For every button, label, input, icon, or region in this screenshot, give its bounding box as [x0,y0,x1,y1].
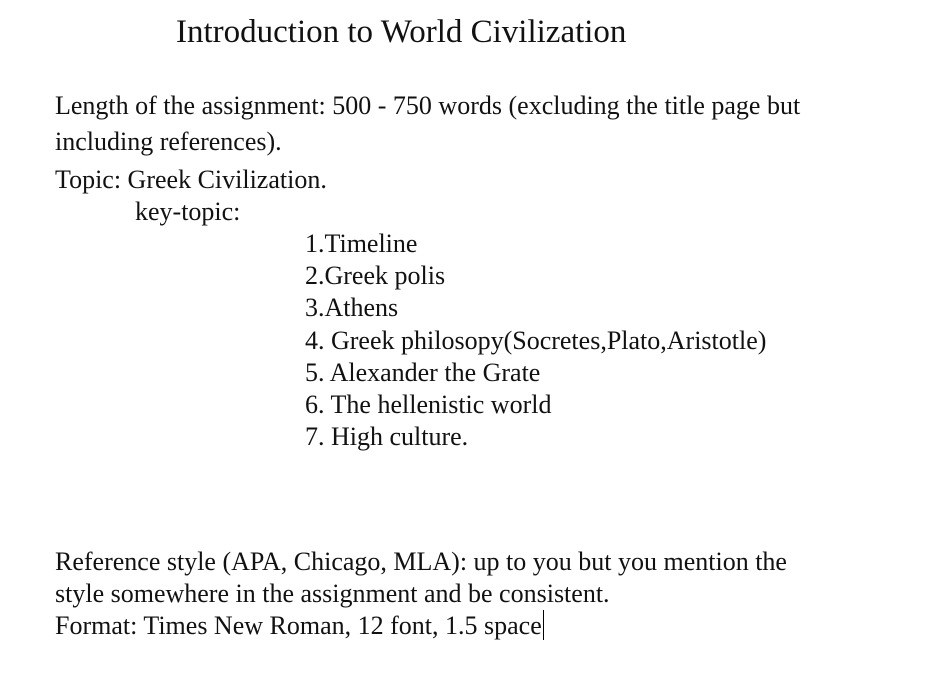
key-topic-item: 2.Greek polis [305,261,446,290]
key-topic-item: 1.Timeline [305,229,418,258]
document-title: Introduction to World Civilization [176,14,627,50]
key-topic-item: 7. High culture. [305,422,469,451]
reference-style-line-2: style somewhere in the assignment and be consistent. [55,579,610,608]
key-topic-item: 6. The hellenistic world [305,390,552,419]
text-cursor [543,610,544,640]
reference-style-line-1: Reference style (APA, Chicago, MLA): up to you but you mention the [55,547,787,576]
format-line: Format: Times New Roman, 12 font, 1.5 space [55,611,542,640]
format-line-container [55,610,544,642]
topic-line: Topic: Greek Civilization. [55,165,327,194]
length-requirement-line-2: including references). [55,127,282,156]
length-requirement-line-1: Length of the assignment: 500 - 750 words (excluding the title page but [55,91,801,120]
key-topic-item: 5. Alexander the Grate [305,358,541,387]
key-topic-item: 3.Athens [305,293,399,322]
key-topic-label: key-topic: [135,197,241,226]
key-topic-item: 4. Greek philosopy(Socretes,Plato,Aristotle) [305,326,767,355]
